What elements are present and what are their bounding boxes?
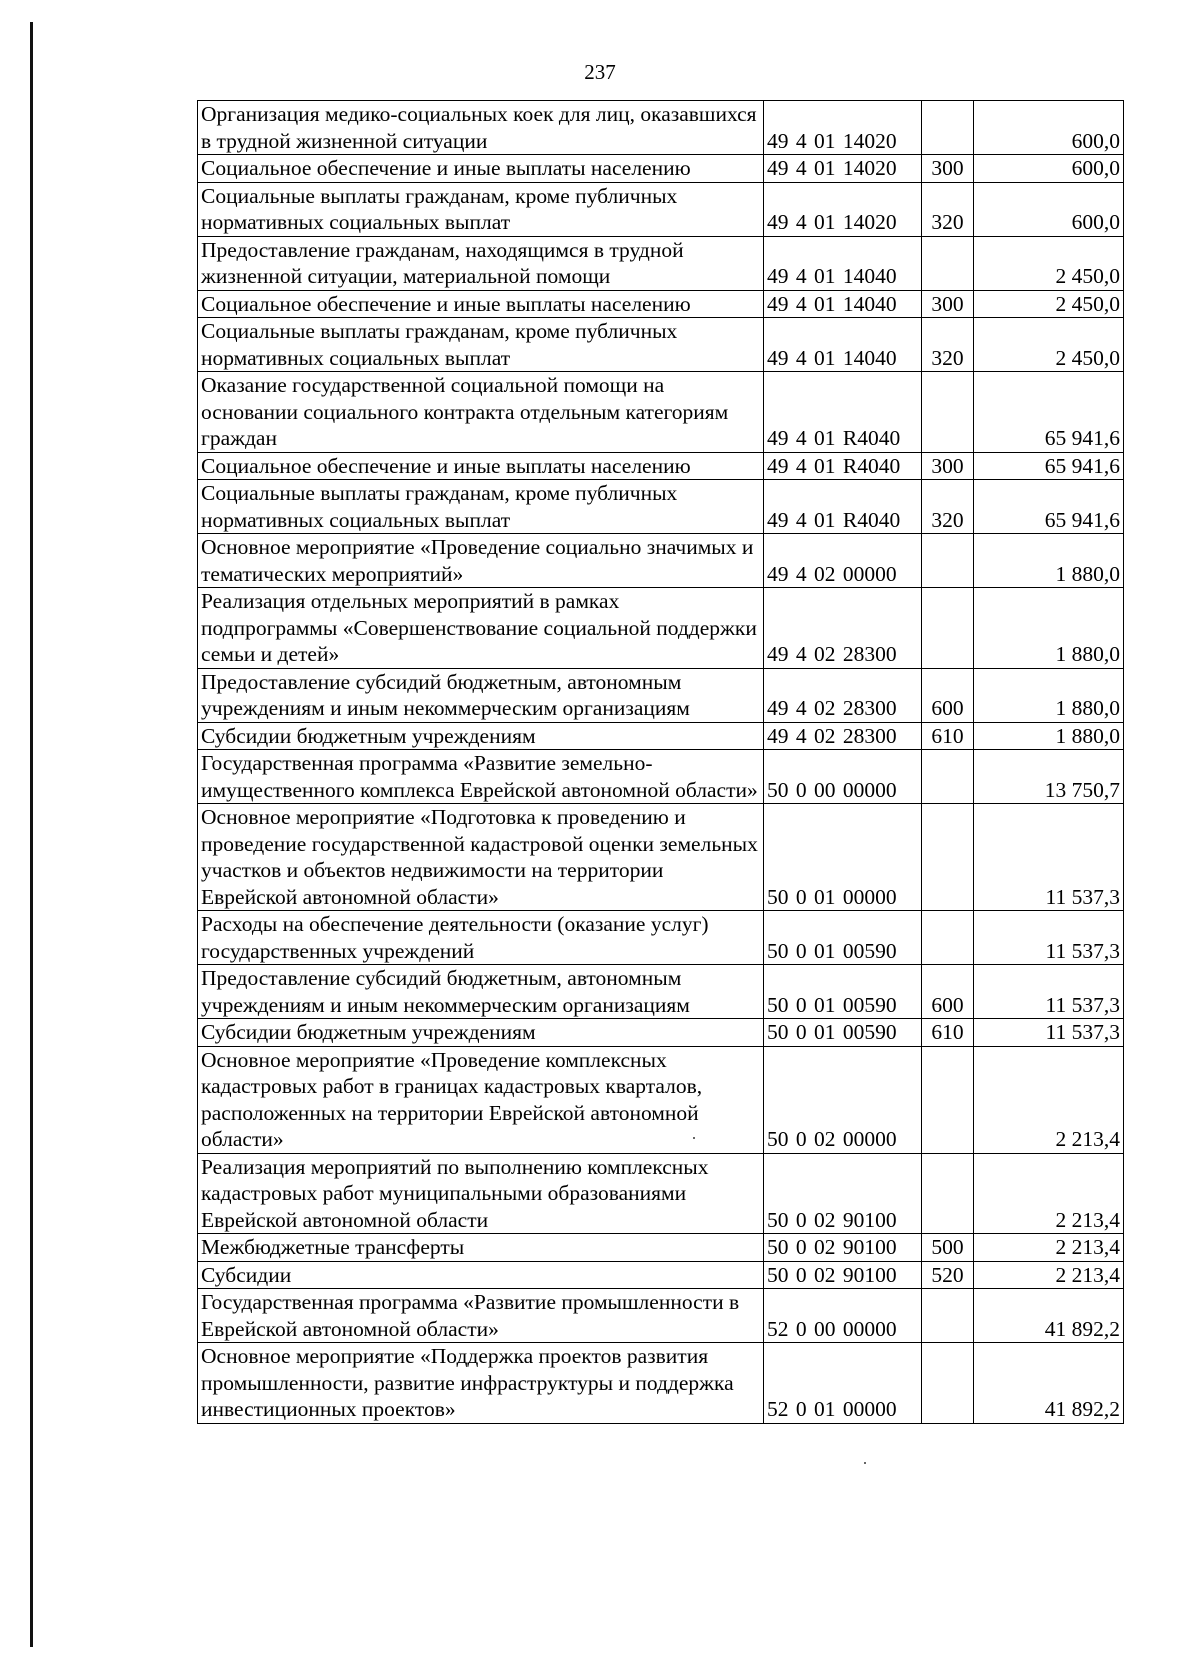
cell-vr — [922, 750, 974, 804]
cell-vr — [922, 804, 974, 911]
cell-code: 50 0 02 90100 — [764, 1153, 922, 1234]
cell-code: 50 0 00 00000 — [764, 750, 922, 804]
cell-vr — [922, 911, 974, 965]
table-row — [198, 1019, 1124, 1047]
cell-vr: 320 — [922, 318, 974, 372]
cell-name: Основное мероприятие «Поддержка проектов развития промышленности, развитие инфраструктуры и поддержка инвестиционных проектов» — [198, 1343, 764, 1424]
cell-code: 50 0 01 00590 — [764, 965, 922, 1019]
cell-code: 50 0 01 00590 — [764, 911, 922, 965]
table-row — [198, 236, 1124, 290]
cell-sum: 2 213,4 — [974, 1261, 1124, 1289]
scan-speck — [693, 1137, 695, 1139]
cell-name: Социальные выплаты гражданам, кроме публичных нормативных социальных выплат — [198, 182, 764, 236]
table-row — [198, 804, 1124, 911]
cell-name: Реализация отдельных мероприятий в рамках подпрограммы «Совершенствование социальной поддержки семьи и детей» — [198, 588, 764, 669]
cell-code: 49 4 02 28300 — [764, 588, 922, 669]
cell-name: Оказание государственной социальной помощи на основании социального контракта отдельным категориям граждан — [198, 372, 764, 453]
cell-sum: 65 941,6 — [974, 452, 1124, 480]
cell-code: 52 0 00 00000 — [764, 1289, 922, 1343]
cell-vr: 320 — [922, 182, 974, 236]
cell-vr — [922, 1343, 974, 1424]
cell-sum: 2 450,0 — [974, 318, 1124, 372]
cell-name: Социальное обеспечение и иные выплаты населению — [198, 452, 764, 480]
table-row — [198, 1153, 1124, 1234]
cell-sum: 11 537,3 — [974, 1019, 1124, 1047]
table-row — [198, 1234, 1124, 1262]
cell-code: 49 4 01 R4040 — [764, 452, 922, 480]
table-row — [198, 101, 1124, 155]
cell-sum: 2 213,4 — [974, 1046, 1124, 1153]
cell-sum: 1 880,0 — [974, 722, 1124, 750]
cell-sum: 2 450,0 — [974, 290, 1124, 318]
cell-name: Основное мероприятие «Проведение социально значимых и тематических мероприятий» — [198, 534, 764, 588]
cell-vr — [922, 1046, 974, 1153]
cell-name: Социальное обеспечение и иные выплаты населению — [198, 155, 764, 183]
table-row — [198, 1289, 1124, 1343]
cell-name: Социальные выплаты гражданам, кроме публичных нормативных социальных выплат — [198, 480, 764, 534]
cell-vr — [922, 534, 974, 588]
cell-vr: 300 — [922, 290, 974, 318]
cell-name: Социальное обеспечение и иные выплаты населению — [198, 290, 764, 318]
table-row — [198, 588, 1124, 669]
table-row — [198, 372, 1124, 453]
table-row — [198, 182, 1124, 236]
cell-sum: 600,0 — [974, 101, 1124, 155]
table-row — [198, 290, 1124, 318]
cell-code: 49 4 01 14040 — [764, 290, 922, 318]
cell-sum: 13 750,7 — [974, 750, 1124, 804]
cell-vr — [922, 372, 974, 453]
cell-sum: 65 941,6 — [974, 372, 1124, 453]
cell-code: 49 4 01 R4040 — [764, 372, 922, 453]
cell-name: Основное мероприятие «Подготовка к проведению и проведение государственной кадастровой оценки земельных участков и объектов недвижимости на территории Еврейской автономной области» — [198, 804, 764, 911]
cell-vr: 300 — [922, 452, 974, 480]
cell-vr: 520 — [922, 1261, 974, 1289]
cell-sum: 2 450,0 — [974, 236, 1124, 290]
cell-code: 49 4 01 R4040 — [764, 480, 922, 534]
scan-speck — [864, 1462, 866, 1464]
table-row — [198, 155, 1124, 183]
cell-sum: 600,0 — [974, 155, 1124, 183]
cell-sum: 11 537,3 — [974, 804, 1124, 911]
cell-code: 49 4 02 28300 — [764, 668, 922, 722]
cell-code: 50 0 02 90100 — [764, 1234, 922, 1262]
cell-name: Социальные выплаты гражданам, кроме публичных нормативных социальных выплат — [198, 318, 764, 372]
cell-sum: 1 880,0 — [974, 668, 1124, 722]
cell-vr — [922, 236, 974, 290]
cell-vr: 300 — [922, 155, 974, 183]
cell-vr: 610 — [922, 722, 974, 750]
cell-vr: 610 — [922, 1019, 974, 1047]
cell-code: 49 4 02 00000 — [764, 534, 922, 588]
cell-name: Субсидии бюджетным учреждениям — [198, 722, 764, 750]
cell-vr: 320 — [922, 480, 974, 534]
budget-table — [197, 100, 1124, 1424]
cell-name: Государственная программа «Развитие земельно-имущественного комплекса Еврейской автономной области» — [198, 750, 764, 804]
cell-name: Предоставление гражданам, находящимся в трудной жизненной ситуации, материальной помощи — [198, 236, 764, 290]
cell-sum: 41 892,2 — [974, 1343, 1124, 1424]
table-row — [198, 668, 1124, 722]
cell-code: 49 4 02 28300 — [764, 722, 922, 750]
cell-code: 49 4 01 14020 — [764, 101, 922, 155]
table-row — [198, 750, 1124, 804]
cell-vr — [922, 1289, 974, 1343]
cell-code: 52 0 01 00000 — [764, 1343, 922, 1424]
cell-sum: 2 213,4 — [974, 1234, 1124, 1262]
cell-name: Государственная программа «Развитие промышленности в Еврейской автономной области» — [198, 1289, 764, 1343]
cell-vr — [922, 1153, 974, 1234]
cell-name: Субсидии — [198, 1261, 764, 1289]
cell-name: Основное мероприятие «Проведение комплексных кадастровых работ в границах кадастровых кварталов, расположенных на территории Еврейской автономной области» — [198, 1046, 764, 1153]
page-number: 237 — [584, 60, 616, 84]
cell-sum: 1 880,0 — [974, 588, 1124, 669]
cell-sum: 600,0 — [974, 182, 1124, 236]
table-row — [198, 452, 1124, 480]
table-row — [198, 1046, 1124, 1153]
cell-code: 49 4 01 14020 — [764, 155, 922, 183]
table-row — [198, 965, 1124, 1019]
cell-name: Реализация мероприятий по выполнению комплексных кадастровых работ муниципальными образованиями Еврейской автономной области — [198, 1153, 764, 1234]
cell-name: Предоставление субсидий бюджетным, автономным учреждениям и иным некоммерческим организациям — [198, 668, 764, 722]
cell-sum: 11 537,3 — [974, 911, 1124, 965]
cell-code: 49 4 01 14040 — [764, 318, 922, 372]
cell-sum: 11 537,3 — [974, 965, 1124, 1019]
cell-sum: 1 880,0 — [974, 534, 1124, 588]
table-row — [198, 1343, 1124, 1424]
cell-name: Расходы на обеспечение деятельности (оказание услуг) государственных учреждений — [198, 911, 764, 965]
scan-edge-line — [30, 22, 33, 1647]
table-row — [198, 480, 1124, 534]
cell-vr: 600 — [922, 668, 974, 722]
cell-name: Организация медико-социальных коек для лиц, оказавшихся в трудной жизненной ситуации — [198, 101, 764, 155]
cell-name: Субсидии бюджетным учреждениям — [198, 1019, 764, 1047]
cell-code: 50 0 02 90100 — [764, 1261, 922, 1289]
cell-vr: 500 — [922, 1234, 974, 1262]
cell-vr — [922, 101, 974, 155]
cell-name: Предоставление субсидий бюджетным, автономным учреждениям и иным некоммерческим организациям — [198, 965, 764, 1019]
cell-code: 50 0 01 00000 — [764, 804, 922, 911]
cell-code: 49 4 01 14020 — [764, 182, 922, 236]
table-row — [198, 1261, 1124, 1289]
table-row — [198, 318, 1124, 372]
table-row — [198, 722, 1124, 750]
cell-code: 50 0 01 00590 — [764, 1019, 922, 1047]
cell-vr — [922, 588, 974, 669]
cell-sum: 2 213,4 — [974, 1153, 1124, 1234]
cell-code: 49 4 01 14040 — [764, 236, 922, 290]
cell-name: Межбюджетные трансферты — [198, 1234, 764, 1262]
table-row — [198, 911, 1124, 965]
cell-vr: 600 — [922, 965, 974, 1019]
cell-sum: 41 892,2 — [974, 1289, 1124, 1343]
cell-sum: 65 941,6 — [974, 480, 1124, 534]
cell-code: 50 0 02 00000 — [764, 1046, 922, 1153]
table-row — [198, 534, 1124, 588]
